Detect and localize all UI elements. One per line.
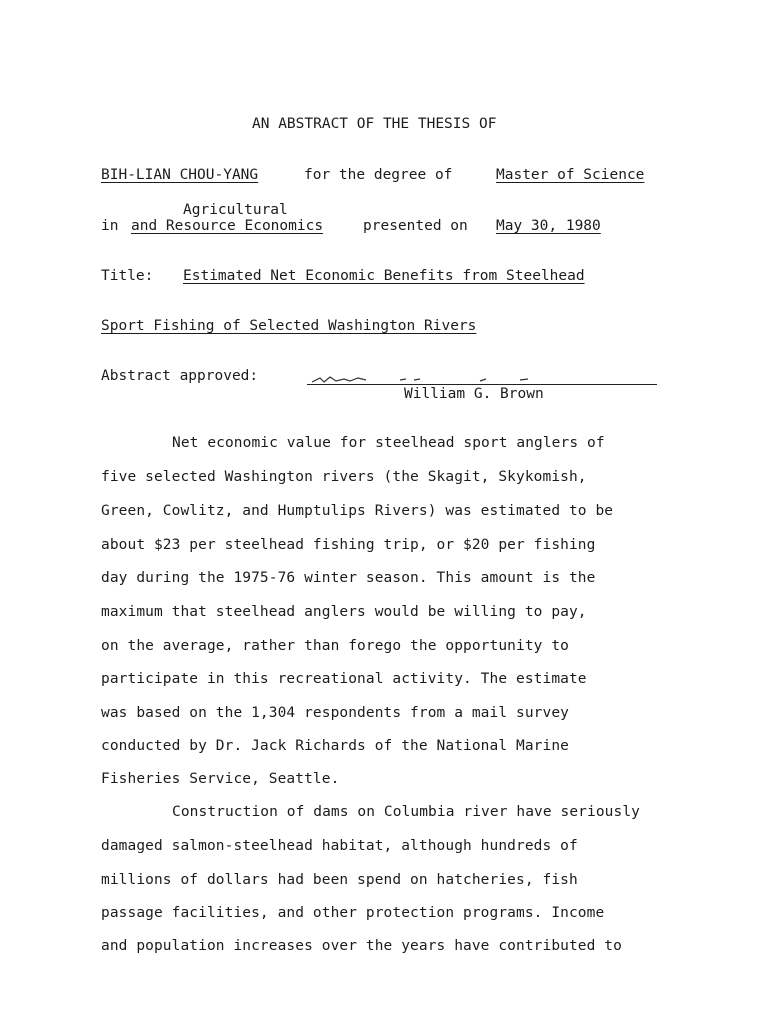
body-line: about $23 per steelhead fishing trip, or $20 per fishing — [101, 537, 596, 553]
author-name: BIH-LIAN CHOU-YANG — [101, 167, 259, 183]
title-label: Title: — [101, 268, 154, 284]
field-in-label: in — [101, 218, 119, 234]
body-line: on the average, rather than forego the opportunity to — [101, 638, 569, 654]
presented-date: May 30, 1980 — [496, 218, 601, 234]
degree-label: for the degree of — [304, 167, 453, 183]
title-line-2: Sport Fishing of Selected Washington Rivers — [101, 318, 477, 334]
body-line: was based on the 1,304 respondents from a mail survey — [101, 705, 569, 721]
body-line: and population increases over the years have contributed to — [101, 938, 622, 954]
presented-label: presented on — [363, 218, 468, 234]
body-line: Construction of dams on Columbia river have seriously — [172, 804, 640, 820]
body-line: five selected Washington rivers (the Skagit, Skykomish, — [101, 469, 587, 485]
abstract-heading: AN ABSTRACT OF THE THESIS OF — [252, 116, 497, 132]
approved-label: Abstract approved: — [101, 368, 259, 384]
approver-name: William G. Brown — [404, 386, 544, 402]
body-line: Fisheries Service, Seattle. — [101, 771, 340, 787]
degree-name: Master of Science — [496, 167, 645, 183]
signature-line — [307, 384, 657, 385]
field-line-1: Agricultural — [183, 202, 288, 218]
body-line: conducted by Dr. Jack Richards of the National Marine — [101, 738, 569, 754]
signature-mark — [310, 374, 540, 384]
body-line: Green, Cowlitz, and Humptulips Rivers) was estimated to be — [101, 503, 614, 519]
field-line-2: and Resource Economics — [131, 218, 324, 234]
body-line: damaged salmon-steelhead habitat, although hundreds of — [101, 838, 578, 854]
body-line: maximum that steelhead anglers would be willing to pay, — [101, 604, 587, 620]
body-line: passage facilities, and other protection programs. Income — [101, 905, 605, 921]
body-line: participate in this recreational activity. The estimate — [101, 671, 587, 687]
title-line-1: Estimated Net Economic Benefits from Steelhead — [183, 268, 585, 284]
body-line: Net economic value for steelhead sport anglers of — [172, 435, 605, 451]
body-line: millions of dollars had been spend on hatcheries, fish — [101, 872, 578, 888]
body-line: day during the 1975-76 winter season. This amount is the — [101, 570, 596, 586]
